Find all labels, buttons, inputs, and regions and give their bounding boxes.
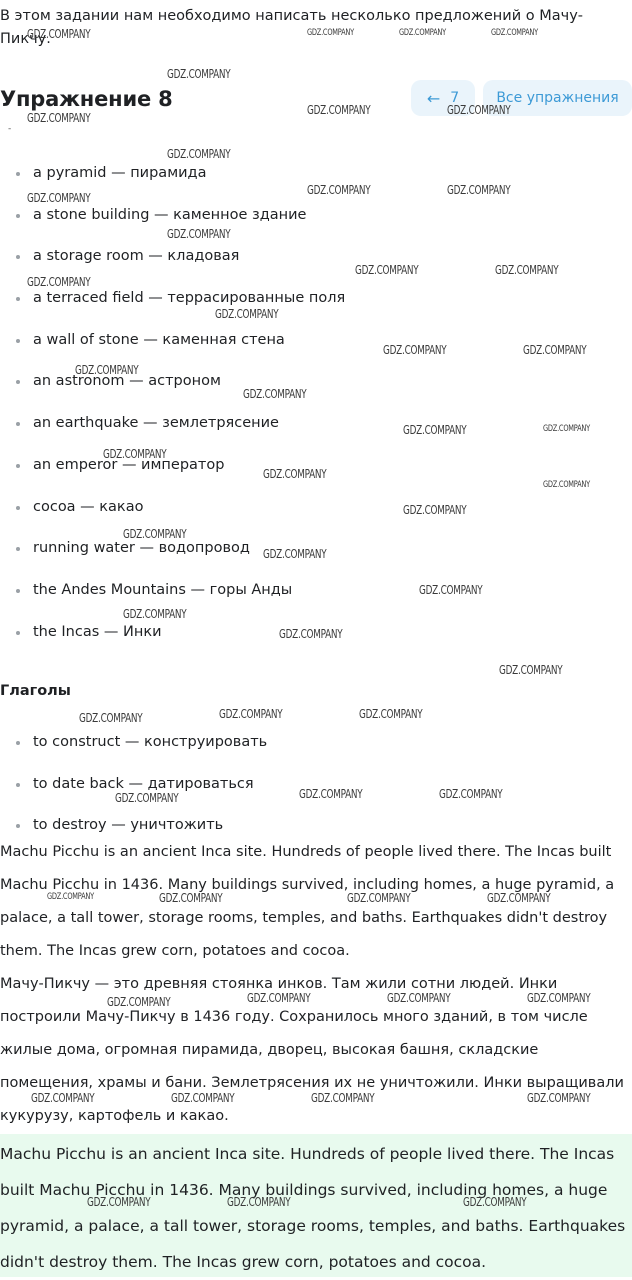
bullet-icon bbox=[16, 380, 20, 384]
watermark-text: GDZ.COMPANY bbox=[403, 423, 467, 437]
watermark-text: GDZ.COMPANY bbox=[263, 467, 327, 481]
watermark-text: GDZ.COMPANY bbox=[527, 991, 591, 1005]
watermark-text: GDZ.COMPANY bbox=[347, 891, 411, 905]
watermark-text: GDZ.COMPANY bbox=[399, 28, 446, 38]
list-item bbox=[0, 413, 345, 455]
watermark-text: GDZ.COMPANY bbox=[27, 27, 91, 41]
bullet-icon bbox=[16, 172, 20, 176]
bullet-icon bbox=[16, 422, 20, 426]
watermark-text: GDZ.COMPANY bbox=[359, 707, 423, 721]
watermark-text: GDZ.COMPANY bbox=[299, 787, 363, 801]
noun-text: running water — водопровод bbox=[33, 540, 250, 557]
watermark-text: GDZ.COMPANY bbox=[27, 111, 91, 125]
list-item bbox=[0, 622, 345, 664]
watermark-text: GDZ.COMPANY bbox=[403, 503, 467, 517]
bullet-icon bbox=[16, 589, 20, 593]
exercise-title: Упражнение 8 bbox=[0, 87, 173, 111]
noun-text: an earthquake — землетрясение bbox=[33, 415, 279, 432]
verb-text: to construct — конструировать bbox=[33, 734, 268, 750]
watermark-text: GDZ.COMPANY bbox=[107, 995, 171, 1009]
list-item bbox=[0, 774, 267, 816]
list-item bbox=[0, 246, 345, 288]
watermark-text: GDZ.COMPANY bbox=[543, 424, 590, 434]
watermark-text: GDZ.COMPANY bbox=[115, 791, 179, 805]
watermark-text: GDZ.COMPANY bbox=[447, 183, 511, 197]
watermark-text: GDZ.COMPANY bbox=[243, 387, 307, 401]
noun-text: an astronom — астроном bbox=[33, 373, 221, 390]
noun-text: a terraced field — террасированные поля bbox=[33, 290, 346, 307]
watermark-text: GDZ.COMPANY bbox=[31, 1091, 95, 1105]
watermark-text: GDZ.COMPANY bbox=[215, 307, 279, 321]
watermark-text: GDZ.COMPANY bbox=[495, 263, 559, 277]
answer-block bbox=[0, 1134, 632, 1277]
intro-text: В этом задании нам необходимо написать несколько предложений о Мачу-Пикчу. bbox=[0, 8, 584, 47]
previous-exercise-button[interactable] bbox=[411, 80, 475, 116]
watermark-text: GDZ.COMPANY bbox=[543, 480, 590, 490]
watermark-text: GDZ.COMPANY bbox=[167, 67, 231, 81]
list-item bbox=[0, 497, 345, 539]
watermark-text: GDZ.COMPANY bbox=[527, 1091, 591, 1105]
watermark-text: GDZ.COMPANY bbox=[487, 891, 551, 905]
watermark-text: GDZ.COMPANY bbox=[167, 147, 231, 161]
english-text: Machu Picchu is an ancient Inca site. Hundreds of people lived there. The Incas built Machu Picchu in 1436. Many buildings survived, including homes, a huge pyramid, a palace, a tall tower, storage rooms, temples, and baths. Earthquakes didn't destroy them. The Incas grew corn, potatoes and cocoa. bbox=[0, 844, 615, 959]
watermark-text: GDZ.COMPANY bbox=[307, 183, 371, 197]
dash-mark: - bbox=[8, 124, 12, 134]
noun-text: the Andes Mountains — горы Анды bbox=[33, 581, 293, 598]
watermark-text: GDZ.COMPANY bbox=[499, 663, 563, 677]
watermark-text: GDZ.COMPANY bbox=[279, 627, 343, 641]
watermark-text: GDZ.COMPANY bbox=[387, 991, 451, 1005]
verbs-heading: Глаголы bbox=[0, 683, 71, 699]
bullet-icon bbox=[16, 631, 20, 635]
watermark-text: GDZ.COMPANY bbox=[123, 527, 187, 541]
noun-text: a wall of stone — каменная стена bbox=[33, 331, 285, 348]
watermark-text: GDZ.COMPANY bbox=[227, 1195, 291, 1209]
list-item bbox=[0, 371, 345, 413]
watermark-text: GDZ.COMPANY bbox=[27, 275, 91, 289]
watermark-text: GDZ.COMPANY bbox=[219, 707, 283, 721]
noun-text: cocoa — какао bbox=[33, 498, 144, 515]
watermark-text: GDZ.COMPANY bbox=[307, 28, 354, 38]
bullet-icon bbox=[16, 506, 20, 510]
all-exercises-button[interactable]: Все упражнения bbox=[483, 80, 632, 116]
bullet-icon bbox=[16, 824, 20, 828]
noun-text: a stone building — каменное здание bbox=[33, 206, 307, 223]
answer-text: Machu Picchu is an ancient Inca site. Hundreds of people lived there. The Incas built Machu Picchu in 1436. Many buildings survived, including homes, a huge pyramid, a palace, a tall tower, storage rooms, temples, and baths. Earthquakes didn't destroy them. The Incas grew corn, potatoes and cocoa. bbox=[0, 1145, 626, 1271]
bullet-icon bbox=[16, 255, 20, 259]
previous-exercise-number: 7 bbox=[450, 90, 460, 106]
list-item bbox=[0, 732, 267, 774]
watermark-text: GDZ.COMPANY bbox=[247, 991, 311, 1005]
watermark-text: GDZ.COMPANY bbox=[87, 1195, 151, 1209]
list-item bbox=[0, 455, 345, 497]
bullet-icon bbox=[16, 339, 20, 343]
watermark-text: GDZ.COMPANY bbox=[447, 103, 511, 117]
noun-text: the Incas — Инки bbox=[33, 623, 162, 640]
list-item bbox=[0, 538, 345, 580]
watermark-text: GDZ.COMPANY bbox=[311, 1091, 375, 1105]
bullet-icon bbox=[16, 464, 20, 468]
bullet-icon bbox=[16, 297, 20, 301]
list-item bbox=[0, 205, 345, 247]
bullet-icon bbox=[16, 741, 20, 745]
watermark-text: GDZ.COMPANY bbox=[123, 607, 187, 621]
nouns-list bbox=[0, 163, 345, 663]
list-item bbox=[0, 330, 345, 372]
watermark-text: GDZ.COMPANY bbox=[79, 711, 143, 725]
watermark-text: GDZ.COMPANY bbox=[355, 263, 419, 277]
watermark-text: GDZ.COMPANY bbox=[439, 787, 503, 801]
watermark-text: GDZ.COMPANY bbox=[159, 891, 223, 905]
list-item bbox=[0, 163, 345, 205]
verb-text: to destroy — уничтожить bbox=[33, 817, 224, 834]
watermark-text: GDZ.COMPANY bbox=[103, 447, 167, 461]
watermark-text: GDZ.COMPANY bbox=[171, 1091, 235, 1105]
watermark-text: GDZ.COMPANY bbox=[47, 892, 94, 902]
bullet-icon bbox=[16, 783, 20, 787]
bullet-icon bbox=[16, 547, 20, 551]
noun-text: a pyramid — пирамида bbox=[33, 165, 207, 181]
watermark-text: GDZ.COMPANY bbox=[307, 103, 371, 117]
noun-text: an emperor — император bbox=[33, 456, 225, 473]
watermark-text: GDZ.COMPANY bbox=[491, 28, 538, 38]
arrow-left-icon: ← bbox=[426, 88, 441, 108]
watermark-text: GDZ.COMPANY bbox=[419, 583, 483, 597]
watermark-text: GDZ.COMPANY bbox=[27, 191, 91, 205]
watermark-text: GDZ.COMPANY bbox=[523, 343, 587, 357]
list-item bbox=[0, 288, 345, 330]
verb-text: to date back — датироваться bbox=[33, 775, 254, 792]
russian-translation: Мачу-Пикчу — это древняя стоянка инков. Там жили сотни людей. Инки построили Мачу-Пикчу в 1436 году. Сохранилось много зданий, в том числе жилые дома, огромная пирамида, дворец, высокая башня, складские помещения, храмы и бани. Землетрясения их не уничтожили. Инки выращивали кукурузу, картофель и какао. bbox=[0, 976, 624, 1124]
noun-text: a storage room — кладовая bbox=[33, 248, 240, 265]
watermark-text: GDZ.COMPANY bbox=[75, 363, 139, 377]
watermark-text: GDZ.COMPANY bbox=[383, 343, 447, 357]
watermark-text: GDZ.COMPANY bbox=[167, 227, 231, 241]
watermark-text: GDZ.COMPANY bbox=[263, 547, 327, 561]
list-item bbox=[0, 580, 345, 622]
watermark-text: GDZ.COMPANY bbox=[463, 1195, 527, 1209]
bullet-icon bbox=[16, 214, 20, 218]
